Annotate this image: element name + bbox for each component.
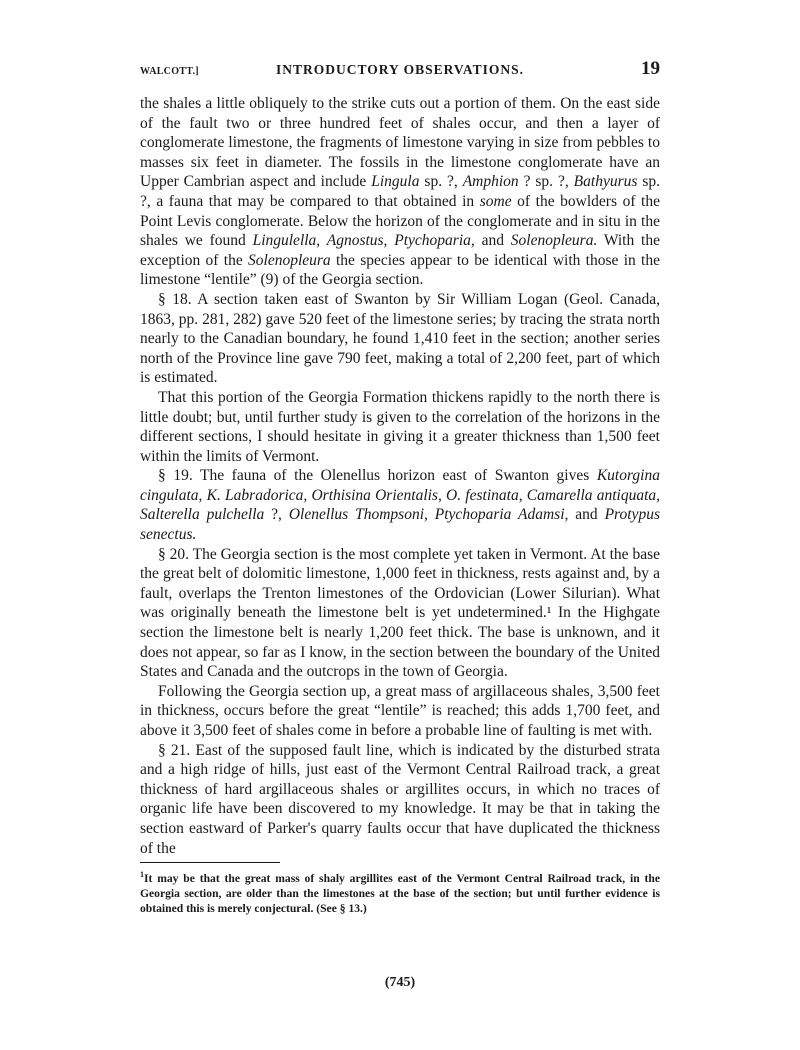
- italic-run: some: [479, 192, 512, 210]
- text-run: sp. ?, a fauna that may be compared to that obtained in: [140, 173, 660, 210]
- page-number: 19: [641, 58, 660, 79]
- italic-run: Lingulella, Agnostus, Ptychoparia,: [252, 232, 475, 250]
- body-text: [140, 94, 660, 858]
- paragraph: [140, 682, 660, 741]
- italic-run: Bathyurus: [573, 173, 638, 191]
- text-run: § 21. East of the supposed fault line, which is indicated by the disturbed strata and a high ridge of hills, just east of the Vermont Central Railroad track, a great thickness of hard argillaceous shales or argillites occurs, in which no traces of organic life have been discovered to my knowledge. It may be that in taking the section eastward of Parker's quarry faults occur that have duplicated the thickness of the: [140, 741, 660, 857]
- footnote-mark: 1: [140, 870, 144, 880]
- text-run: ? sp. ?,: [518, 173, 574, 191]
- text-run: the species appear to be identical with those in the limestone “lentile” (9) of the Georgia section.: [140, 251, 660, 289]
- text-run: sp. ?,: [419, 173, 463, 191]
- italic-run: Solenopleura.: [510, 232, 598, 250]
- text-run: § 19. The fauna of the Olenellus horizon east of Swanton gives: [158, 467, 597, 485]
- paragraph: [140, 388, 660, 466]
- text-run: § 18. A section taken east of Swanton by Sir William Logan (Geol. Canada, 1863, pp. 281, 282) gave 520 feet of the limestone series; by tracing the strata north nearly to the Canadian boundary, he found 1,410 feet in the section; another series north of the Province line gave 790 feet, making a total of 2,200 feet, part of which is estimated.: [140, 290, 660, 387]
- text-run: ?,: [264, 506, 289, 524]
- text-run: of the bowlders of the Point Levis conglomerate. Below the horizon of the conglomerate and in situ in the shales we found: [140, 192, 660, 250]
- paragraph: [140, 94, 660, 290]
- paragraph: [140, 466, 660, 544]
- italic-run: Lingula: [371, 173, 420, 191]
- italic-run: Protypus senectus.: [140, 506, 660, 544]
- paragraph: [140, 290, 660, 388]
- italic-run: Amphion: [462, 173, 519, 191]
- running-title: INTRODUCTORY OBSERVATIONS.: [275, 62, 525, 77]
- folio: (745): [384, 975, 416, 990]
- text-run: the shales a little obliquely to the strike cuts out a portion of them. On the east side of the fault two or three hundred feet of shales occur, and then a layer of conglomerate limestone, the fragments of limestone varying in size from pebbles to masses six feet in diameter. The fossils in the limestone conglomerate have an Upper Cambrian aspect and include: [140, 95, 660, 191]
- text-run: Following the Georgia section up, a great mass of argillaceous shales, 3,500 feet in thickness, occurs before the great “lentile” is reached; this adds 1,700 feet, and above it 3,500 feet of shales come in before a probable line of faulting is met with.: [140, 682, 660, 739]
- text-run: § 20. The Georgia section is the most complete yet taken in Vermont. At the base the great belt of dolomitic limestone, 1,000 feet in thickness, rests against and, by a fault, overlaps the Trenton limestones of the Ordovician (Lower Silurian). What was originally beneath the limestone belt is yet undetermined.¹ In the Highgate section the limestone belt is nearly 1,200 feet thick. The base is unknown, and it does not appear, so far as I know, in the section between the boundary of the United States and Canada and the outcrops in the town of Georgia.: [140, 545, 660, 681]
- running-header: [140, 58, 660, 84]
- text-run: and: [568, 506, 605, 524]
- paragraph: [140, 545, 660, 682]
- footnote: [140, 867, 660, 916]
- text-run: That this portion of the Georgia Formation thickens rapidly to the north there is little doubt; but, until further study is given to the correlation of the horizons in the different sections, I should hesitate in giving it a greater thickness than 1,500 feet within the limits of Vermont.: [140, 388, 660, 465]
- page: [140, 58, 660, 990]
- footnote-rule: [140, 862, 280, 863]
- running-author: WALCOTT.]: [140, 66, 199, 77]
- footnote-text: It may be that the great mass of shaly argillites east of the Vermont Central Railroad track, in the Georgia section, are older than the limestones at the base of the section; but until further evidence is obtained this is merely conjectural. (See § 13.): [140, 872, 660, 916]
- text-run: and: [474, 232, 511, 250]
- paragraph: [140, 741, 660, 859]
- italic-run: Solenopleura: [248, 251, 331, 269]
- italic-run: Olenellus Thompsoni, Ptychoparia Adamsi,: [288, 506, 569, 524]
- italic-run: Kutorgina cingulata, K. Labradorica, Orthisina Orientalis, O. festinata, Camarella antiquata, Salterella pulchella: [140, 467, 660, 524]
- text-run: With the exception of the: [140, 232, 660, 269]
